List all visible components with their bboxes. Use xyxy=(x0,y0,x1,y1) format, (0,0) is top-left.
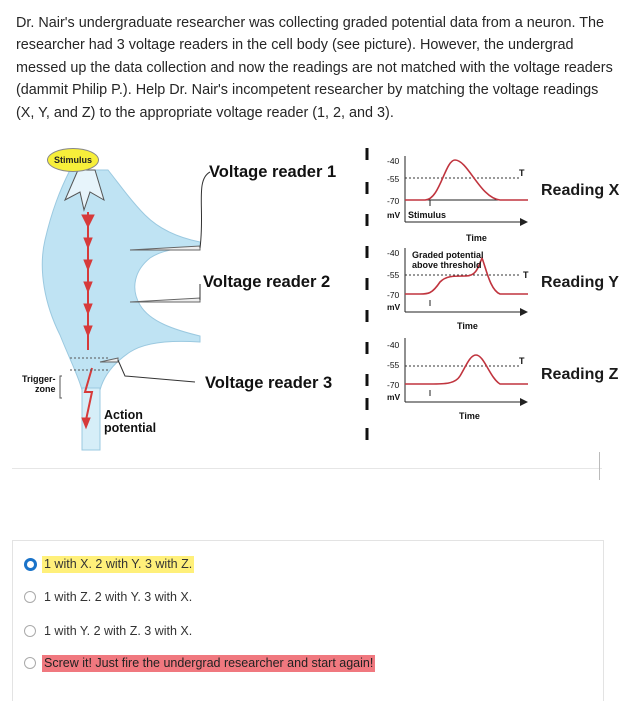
graph-2-threshold: T xyxy=(523,270,529,280)
graph-1-threshold: T xyxy=(519,168,525,178)
graph-3-threshold: T xyxy=(519,356,525,366)
neuron-cell-body xyxy=(42,170,200,390)
graph-1-unit: mV xyxy=(387,210,401,220)
voltage-reader-1-label: Voltage reader 1 xyxy=(209,163,337,181)
option-4-radio[interactable] xyxy=(24,657,36,669)
graph-1-tick-40: -40 xyxy=(387,156,400,166)
graph-3-time: Time xyxy=(459,411,480,421)
option-3-label: 1 with Y. 2 with Z. 3 with X. xyxy=(44,624,193,638)
graph-3-unit: mV xyxy=(387,392,401,402)
graph-2-tick-40: -40 xyxy=(387,248,400,258)
divider-edge xyxy=(599,452,600,480)
trigger-zone-label: Trigger- zone xyxy=(22,374,56,394)
reading-z-label: Reading Z xyxy=(541,366,619,383)
graph-3-tick-55: -55 xyxy=(387,360,400,370)
graph-1-time: Time xyxy=(466,233,487,243)
graph-1-tick-55: -55 xyxy=(387,174,400,184)
option-2-label: 1 with Z. 2 with Y. 3 with X. xyxy=(44,590,193,604)
graph-2-annotation: Graded potential above threshold xyxy=(412,250,484,270)
option-2-radio[interactable] xyxy=(24,591,36,603)
graph-2-unit: mV xyxy=(387,302,401,312)
neuron-figure xyxy=(0,130,639,460)
graph-3 xyxy=(405,338,528,406)
voltage-reader-2-label: Voltage reader 2 xyxy=(203,273,331,291)
action-potential-label: Action potential xyxy=(104,408,157,435)
stimulus-badge: Stimulus xyxy=(47,148,99,172)
option-1-radio[interactable] xyxy=(24,558,37,571)
graph-2-tick-55: -55 xyxy=(387,270,400,280)
option-1-label: 1 with X. 2 with Y. 3 with Z. xyxy=(44,557,193,571)
electrode-2 xyxy=(130,298,200,302)
reading-x-label: Reading X xyxy=(541,182,620,199)
graph-1-tick-70: -70 xyxy=(387,196,400,206)
reading-y-label: Reading Y xyxy=(541,274,619,291)
graph-3-tick-40: -40 xyxy=(387,340,400,350)
graph-2-tick-70: -70 xyxy=(387,290,400,300)
option-4-label: Screw it! Just fire the undergrad researcher and start again! xyxy=(44,656,374,670)
graph-3-tick-70: -70 xyxy=(387,380,400,390)
option-3-radio[interactable] xyxy=(24,625,36,637)
question-text: Dr. Nair's undergraduate researcher was collecting graded potential data from a neuron. The researcher had 3 voltage readers in the cell body (see picture). However, the undergrad messed up the data collection and now the readings are not matched with the voltage readers (dammit Philip P.). Help Dr. Nair's incompetent researcher by matching the voltage readings (X, Y, and Z) to the appropriate voltage reader (1, 2, and 3). xyxy=(16,15,613,121)
section-divider xyxy=(12,468,602,469)
graph-2-time: Time xyxy=(457,321,478,331)
voltage-reader-3-label: Voltage reader 3 xyxy=(205,374,333,392)
graph-1-annotation: Stimulus xyxy=(408,210,447,220)
